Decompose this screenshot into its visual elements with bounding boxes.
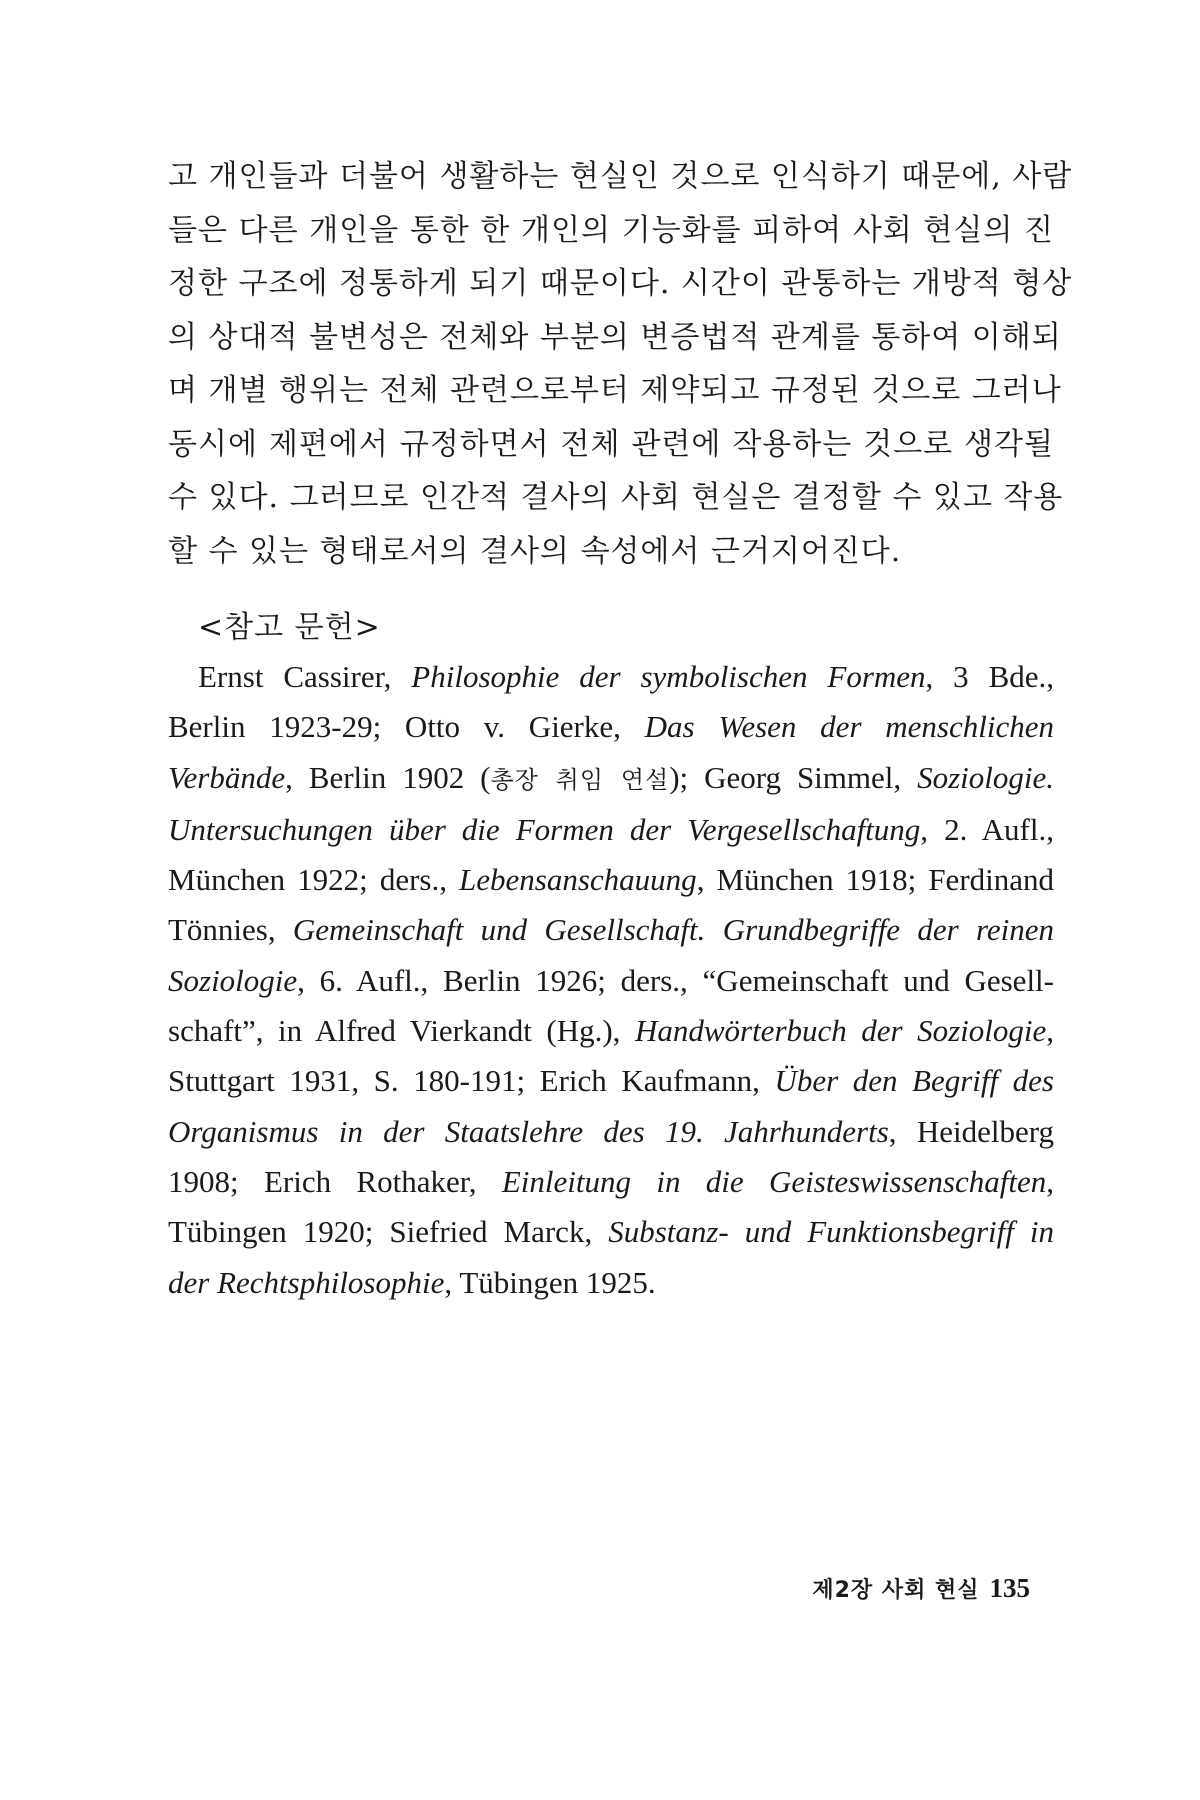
page-number: 135 xyxy=(989,1573,1030,1603)
reference-title: Lebensanschauung xyxy=(459,862,697,898)
reference-text: 1908; Erich Rothaker, xyxy=(168,1163,502,1199)
reference-line xyxy=(168,855,1054,905)
reference-line xyxy=(168,1207,1054,1257)
reference-text: 총장 취임 연설 xyxy=(490,765,670,794)
body-line: 며 개별 행위는 전체 관련으로부터 제약되고 규정된 것으로 그러나 xyxy=(168,373,1062,408)
reference-text: München 1922; ders., xyxy=(168,862,460,898)
reference-title: Philosophie der symbolischen Formen xyxy=(411,659,926,694)
reference-title: Verbände xyxy=(168,759,286,795)
page-footer xyxy=(760,1568,1030,1611)
reference-line xyxy=(168,956,1054,1006)
reference-line xyxy=(168,1056,1054,1106)
reference-title: Das Wesen der menschlichen xyxy=(644,709,1054,745)
reference-title: Handwörterbuch der Soziologie xyxy=(634,1013,1047,1049)
reference-line xyxy=(168,1258,1054,1308)
reference-text: Berlin 1923-29; Otto v. Gierke, xyxy=(168,709,645,745)
reference-text: Tönnies, xyxy=(168,912,293,948)
reference-text: Stuttgart 1931, S. 180-191; Erich Kaufmann, xyxy=(168,1063,775,1099)
body-line: 동시에 제편에서 규정하면서 전체 관련에 작용하는 것으로 생각될 xyxy=(168,426,1054,462)
running-footer-chapter: 제2장 사회 현실 xyxy=(812,1578,980,1603)
reference-line xyxy=(168,1157,1054,1207)
reference-title: Soziologie xyxy=(168,962,298,998)
reference-text: , 6. Aufl., Berlin 1926; ders., “Gemeinschaft und Gesell- xyxy=(297,962,1054,998)
body-line: 고 개인들과 더불어 생활하는 현실인 것으로 인식하기 때문에, 사람 xyxy=(168,159,1073,194)
reference-line xyxy=(168,805,1054,855)
reference-text: , Berlin 1902 ( xyxy=(285,759,491,795)
body-line: 수 있다. 그러므로 인간적 결사의 사회 현실은 결정할 수 있고 작용 xyxy=(168,480,1064,515)
body-line: 들은 다른 개인을 통한 한 개인의 기능화를 피하여 사회 현실의 진 xyxy=(168,212,1054,248)
reference-text: , München 1918; Ferdinand xyxy=(696,862,1055,898)
body-line: 의 상대적 불변성은 전체와 부분의 변증법적 관계를 통하여 이해되 xyxy=(168,319,1062,355)
reference-title: Soziologie. xyxy=(917,759,1054,795)
reference-line xyxy=(168,1107,1054,1157)
reference-line xyxy=(168,905,1054,955)
reference-text: ); Georg Simmel, xyxy=(669,759,918,795)
reference-line xyxy=(168,1006,1054,1056)
references-list xyxy=(168,652,1054,1308)
body-paragraph xyxy=(168,150,1073,578)
reference-title: Untersuchungen über die Formen der Vergesellschaftung xyxy=(168,811,921,847)
reference-title: Substanz- und Funktionsbegriff in xyxy=(608,1214,1054,1250)
reference-text: , xyxy=(1046,1163,1054,1199)
reference-text: , Tübingen 1925. xyxy=(444,1264,656,1300)
reference-text: , 3 Bde., xyxy=(925,659,1055,694)
reference-title: Gemeinschaft und Gesellschaft. Grundbegriffe der reinen xyxy=(292,912,1054,948)
reference-title: der Rechtsphilosophie xyxy=(168,1264,445,1300)
reference-text: , 2. Aufl., xyxy=(920,811,1054,847)
reference-text: , Heidelberg xyxy=(888,1113,1054,1149)
reference-text: , xyxy=(1046,1013,1055,1049)
reference-line xyxy=(168,652,1054,702)
reference-title: Organismus in der Staatslehre des 19. Jahrhunderts xyxy=(168,1113,889,1149)
reference-title: Über den Begriff des xyxy=(774,1063,1054,1099)
reference-line xyxy=(168,753,1054,805)
reference-text: Ernst Cassirer, xyxy=(198,659,412,694)
body-line: 할 수 있는 형태로서의 결사의 속성에서 근거지어진다. xyxy=(168,533,902,569)
reference-text: schaft”, in Alfred Vierkandt (Hg.), xyxy=(168,1013,635,1049)
body-line: 정한 구조에 정통하게 되기 때문이다. 시간이 관통하는 개방적 형상 xyxy=(168,266,1073,301)
reference-text: Tübingen 1920; Siefried Marck, xyxy=(168,1214,609,1250)
reference-line xyxy=(168,702,1054,752)
reference-title: Einleitung in die Geisteswissenschaften xyxy=(501,1163,1047,1199)
references-heading: <참고 문헌> xyxy=(198,610,381,645)
